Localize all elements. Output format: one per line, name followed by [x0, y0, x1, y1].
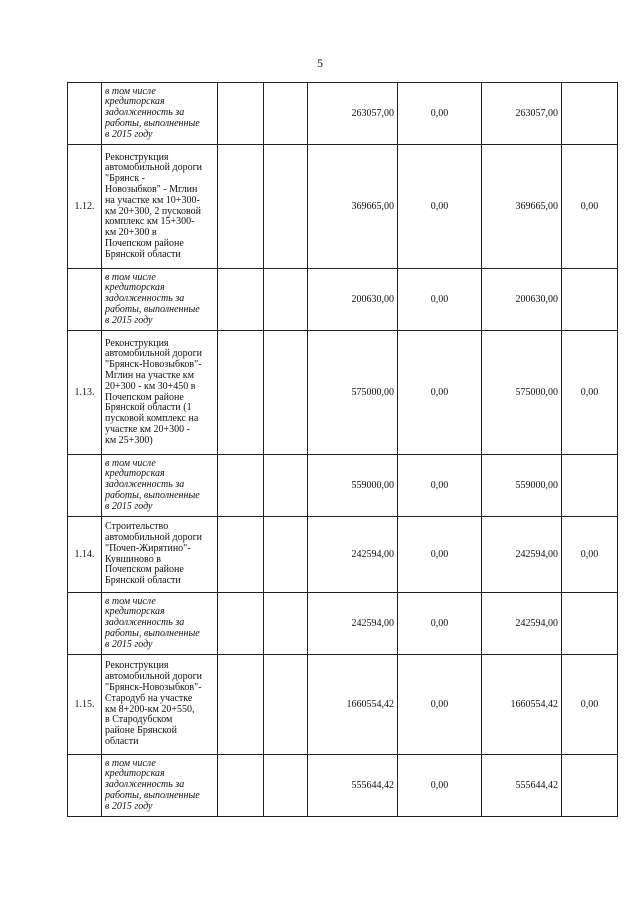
amount-other-cell	[562, 269, 618, 331]
table-row	[68, 655, 618, 755]
description-line: Брянской области (1	[105, 402, 192, 414]
row-number-cell	[68, 83, 102, 145]
amount-total-cell: 200630,00	[308, 269, 398, 331]
empty-cell	[264, 517, 308, 593]
description-line: "Брянск -	[105, 173, 145, 185]
description-line: 20+300 - км 30+450 в	[105, 380, 196, 392]
amount-federal-cell: 0,00	[398, 755, 482, 817]
empty-cell	[264, 455, 308, 517]
amount-federal-cell: 0,00	[398, 331, 482, 455]
description-line: Строительство	[105, 521, 169, 533]
amount-total-cell: 369665,00	[308, 145, 398, 269]
amount-total-cell: 263057,00	[308, 83, 398, 145]
amount-other-cell: 0,00	[562, 517, 618, 593]
description-line: в 2015 году	[105, 314, 153, 326]
description-line: работы, выполненные	[105, 303, 200, 315]
description-line: задолженность за	[105, 293, 185, 305]
amount-regional-cell: 575000,00	[482, 331, 562, 455]
description-cell	[102, 145, 218, 269]
description-line: в том числе	[105, 85, 156, 97]
description-line: автомобильной дороги	[105, 348, 203, 360]
description-line: "Брянск-Новозыбков"-	[105, 359, 202, 371]
description-line: области	[105, 735, 139, 747]
table-row	[68, 331, 618, 455]
description-line: автомобильной дороги	[105, 531, 203, 543]
description-line: Почепском районе	[105, 391, 184, 403]
description-line: работы, выполненные	[105, 489, 200, 501]
description-line: в том числе	[105, 457, 156, 469]
row-number-cell: 1.14.	[68, 517, 102, 593]
amount-federal-cell: 0,00	[398, 145, 482, 269]
description-line: кредиторская	[105, 468, 165, 480]
empty-cell	[218, 331, 264, 455]
description-line: Реконструкция	[105, 660, 169, 672]
description-line: "Почеп-Жирятино"-	[105, 542, 191, 554]
amount-total-cell: 1660554,42	[308, 655, 398, 755]
empty-cell	[264, 593, 308, 655]
description-cell	[102, 331, 218, 455]
table-row	[68, 755, 618, 817]
description-line: комплекс км 15+300-	[105, 216, 195, 228]
description-line: км 8+200-км 20+550,	[105, 703, 195, 715]
amount-regional-cell: 559000,00	[482, 455, 562, 517]
amount-regional-cell: 242594,00	[482, 517, 562, 593]
description-line: Стародуб на участке	[105, 692, 193, 704]
amount-total-cell: 242594,00	[308, 593, 398, 655]
amount-regional-cell: 242594,00	[482, 593, 562, 655]
empty-cell	[264, 145, 308, 269]
description-cell	[102, 755, 218, 817]
description-line: Новозыбков" - Мглин	[105, 183, 198, 195]
empty-cell	[218, 269, 264, 331]
description-cell	[102, 83, 218, 145]
description-line: Мглин на участке км	[105, 369, 194, 381]
description-line: в 2015 году	[105, 800, 153, 812]
amount-other-cell	[562, 593, 618, 655]
page-number: 5	[317, 56, 323, 70]
description-line: кредиторская	[105, 768, 165, 780]
description-line: задолженность за	[105, 107, 185, 119]
description-line: км 20+300, 2 пусковой	[105, 205, 201, 217]
description-line: автомобильной дороги	[105, 162, 203, 174]
table-row	[68, 593, 618, 655]
description-line: кредиторская	[105, 96, 165, 108]
description-line: работы, выполненные	[105, 789, 200, 801]
amount-other-cell	[562, 755, 618, 817]
description-line: в том числе	[105, 595, 156, 607]
description-line: кредиторская	[105, 606, 165, 618]
description-line: Почепском районе	[105, 237, 184, 249]
description-line: автомобильной дороги	[105, 671, 203, 683]
empty-cell	[218, 455, 264, 517]
amount-other-cell: 0,00	[562, 655, 618, 755]
description-line: в том числе	[105, 757, 156, 769]
row-number-cell: 1.15.	[68, 655, 102, 755]
description-line: задолженность за	[105, 779, 185, 791]
description-line: пусковой комплекс на	[105, 413, 199, 425]
row-number-cell	[68, 455, 102, 517]
amount-total-cell: 555644,42	[308, 755, 398, 817]
amount-federal-cell: 0,00	[398, 269, 482, 331]
amount-total-cell: 242594,00	[308, 517, 398, 593]
amount-other-cell	[562, 455, 618, 517]
row-number-cell	[68, 593, 102, 655]
description-line: работы, выполненные	[105, 627, 200, 639]
amount-regional-cell: 263057,00	[482, 83, 562, 145]
row-number-cell	[68, 269, 102, 331]
description-line: Брянской области	[105, 248, 181, 260]
table-row	[68, 83, 618, 145]
description-line: Реконструкция	[105, 151, 169, 163]
amount-other-cell: 0,00	[562, 331, 618, 455]
row-number-cell	[68, 755, 102, 817]
amount-total-cell: 559000,00	[308, 455, 398, 517]
empty-cell	[218, 655, 264, 755]
description-line: км 20+300 в	[105, 227, 157, 239]
amount-other-cell	[562, 83, 618, 145]
table-row	[68, 145, 618, 269]
description-cell	[102, 269, 218, 331]
row-number-cell: 1.13.	[68, 331, 102, 455]
budget-table	[67, 82, 618, 817]
empty-cell	[264, 755, 308, 817]
amount-regional-cell: 555644,42	[482, 755, 562, 817]
description-line: в том числе	[105, 271, 156, 283]
table-row	[68, 455, 618, 517]
description-line: в 2015 году	[105, 638, 153, 650]
description-line: Почепском районе	[105, 564, 184, 576]
empty-cell	[264, 269, 308, 331]
amount-federal-cell: 0,00	[398, 655, 482, 755]
description-line: км 25+300)	[105, 434, 153, 446]
description-cell	[102, 455, 218, 517]
table-row	[68, 269, 618, 331]
empty-cell	[218, 517, 264, 593]
description-line: работы, выполненные	[105, 117, 200, 129]
description-line: "Брянск-Новозыбков"-	[105, 681, 202, 693]
amount-regional-cell: 200630,00	[482, 269, 562, 331]
description-line: Кувшиново в	[105, 553, 161, 565]
table-row	[68, 517, 618, 593]
description-cell	[102, 593, 218, 655]
empty-cell	[218, 83, 264, 145]
empty-cell	[264, 331, 308, 455]
row-number-cell: 1.12.	[68, 145, 102, 269]
description-line: Брянской области	[105, 575, 181, 587]
description-cell	[102, 517, 218, 593]
description-line: на участке км 10+300-	[105, 194, 200, 206]
amount-federal-cell: 0,00	[398, 593, 482, 655]
description-line: участке км 20+300 -	[105, 423, 190, 435]
description-cell	[102, 655, 218, 755]
empty-cell	[218, 593, 264, 655]
empty-cell	[264, 83, 308, 145]
amount-federal-cell: 0,00	[398, 455, 482, 517]
description-line: кредиторская	[105, 282, 165, 294]
amount-federal-cell: 0,00	[398, 83, 482, 145]
description-line: в Стародубском	[105, 714, 173, 726]
description-line: задолженность за	[105, 479, 185, 491]
empty-cell	[264, 655, 308, 755]
description-line: в 2015 году	[105, 500, 153, 512]
description-line: задолженность за	[105, 617, 185, 629]
description-line: в 2015 году	[105, 128, 153, 140]
description-line: районе Брянской	[105, 725, 177, 737]
amount-federal-cell: 0,00	[398, 517, 482, 593]
amount-other-cell: 0,00	[562, 145, 618, 269]
amount-regional-cell: 1660554,42	[482, 655, 562, 755]
amount-total-cell: 575000,00	[308, 331, 398, 455]
description-line: Реконструкция	[105, 337, 169, 349]
table-body	[68, 83, 618, 817]
empty-cell	[218, 755, 264, 817]
amount-regional-cell: 369665,00	[482, 145, 562, 269]
empty-cell	[218, 145, 264, 269]
